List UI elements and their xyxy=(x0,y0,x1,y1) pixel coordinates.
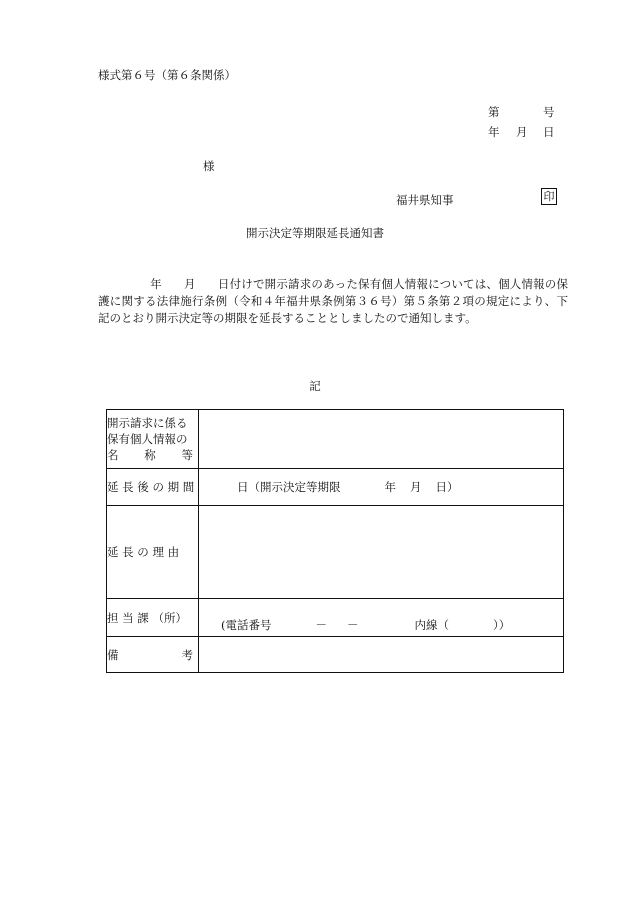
period-dayend-text: 日） xyxy=(435,480,459,494)
label-line-spread xyxy=(107,447,193,463)
value-remarks[interactable] xyxy=(199,637,564,673)
table-row-reason xyxy=(107,506,564,599)
period-day-text: 日（開示決定等期限 xyxy=(237,480,341,494)
label-remarks xyxy=(107,637,199,673)
phone-dash: － xyxy=(347,617,359,632)
label-extended-period: 延 長 後 の 期 間 xyxy=(107,469,199,506)
form-number: 様式第６号（第６条関係） xyxy=(98,68,236,82)
table-row-extended-period xyxy=(107,469,564,506)
date-month-label: 月 xyxy=(516,125,528,139)
extension-label: 内線（ xyxy=(414,617,449,632)
body-text: 日付けで開示請求のあった保有個人情報については、個人情報の保護に関する法律施行条例（令和４年福井県条例第３６号）第５条第２項の規定により、下記のとおり開示決定等の期限を延長することとしましたので通知します。 xyxy=(98,277,568,325)
notice-body xyxy=(98,276,568,327)
seal-mark: 印 xyxy=(541,188,557,205)
value-department[interactable] xyxy=(199,599,564,637)
document-number-dai: 第 xyxy=(488,105,500,119)
table-row-record-name xyxy=(107,410,564,469)
label-reason: 延 長 の 理 由 xyxy=(107,506,199,599)
sender-name: 福井県知事 xyxy=(396,193,454,207)
label-record-name xyxy=(107,410,199,469)
value-reason[interactable] xyxy=(199,506,564,599)
body-year: 年 xyxy=(150,277,162,291)
period-month-text: 月 xyxy=(410,480,422,494)
body-month: 月 xyxy=(183,277,196,291)
label-line: 開示請求に係る xyxy=(107,416,188,430)
date-day-label: 日 xyxy=(543,125,555,139)
table-row-department xyxy=(107,599,564,637)
period-year-text: 年 xyxy=(384,480,396,494)
value-extended-period[interactable] xyxy=(199,469,564,506)
details-table xyxy=(106,409,564,673)
document-title: 開示決定等期限延長通知書 xyxy=(246,226,384,240)
document-number-go: 号 xyxy=(543,105,555,119)
date-year-label: 年 xyxy=(488,125,500,139)
extension-close: ）） xyxy=(493,617,511,632)
phone-label: (電話番号 xyxy=(221,617,272,632)
phone-dash: － xyxy=(315,617,327,632)
value-record-name[interactable] xyxy=(199,410,564,469)
label-char: 称 xyxy=(144,448,156,462)
label-char: 考 xyxy=(181,647,193,662)
label-char: 備 xyxy=(107,647,119,662)
table-row-remarks xyxy=(107,637,564,673)
label-char: 等 xyxy=(181,448,193,462)
label-department: 担 当 課 （所） xyxy=(107,599,199,637)
label-char: 名 xyxy=(107,448,119,462)
addressee-suffix: 様 xyxy=(203,159,215,173)
ki-heading: 記 xyxy=(309,379,321,393)
label-line: 保有個人情報の xyxy=(107,432,188,446)
